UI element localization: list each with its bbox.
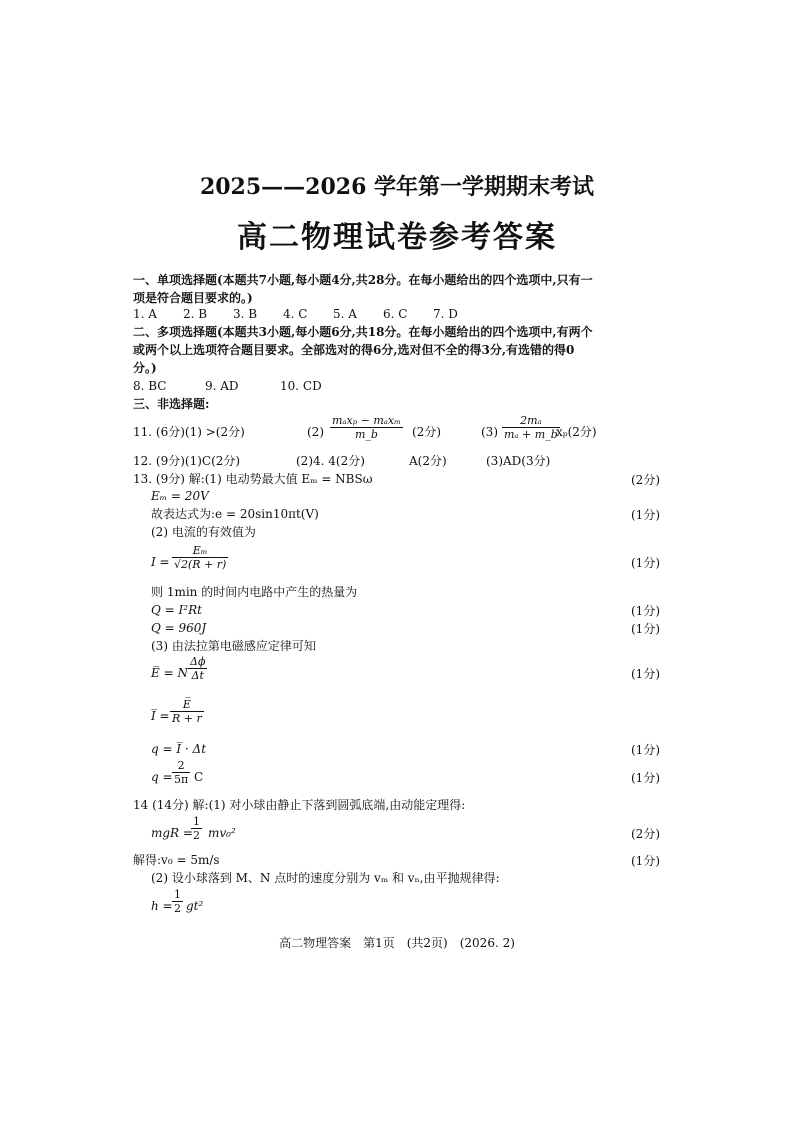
q12-part3: (3)AD(3分)	[486, 454, 551, 468]
answer-7: 7. D	[433, 307, 458, 321]
sec2-heading-line3: 分。)	[133, 361, 157, 375]
answer-4: 4. C	[283, 307, 308, 321]
q13-line5-numerator: Eₘ	[192, 544, 208, 557]
q11-part3-denominator: mₐ + m_b	[504, 428, 558, 441]
q13-line10-denominator: Δt	[188, 668, 207, 682]
answer-1: 1. A	[133, 307, 157, 321]
q13-line11-lhs: I̅ =	[151, 709, 170, 723]
answer-2: 2. B	[183, 307, 208, 321]
page-footer: 高二物理答案 第1页 (共2页) (2026. 2)	[279, 936, 515, 950]
q11-part2-numerator: mₐxₚ − mₐxₘ	[332, 414, 401, 427]
score-q13-8: (1分)	[631, 771, 660, 785]
document-title: 高二物理试卷参考答案	[237, 220, 557, 255]
q13-line10-lhs: E̅ = N	[151, 666, 188, 680]
q14-line2-numerator: 1	[193, 815, 200, 828]
q14-line3: 解得:v₀ = 5m/s	[133, 853, 220, 867]
exam-title: 2025——2026 学年第一学期期末考试	[199, 174, 595, 200]
sec3-heading: 三、非选择题:	[133, 397, 210, 411]
sec2-heading-line2: 或两个以上选项符合题目要求。全部选对的得6分,选对但不全的得3分,有选错的得0	[133, 343, 575, 357]
score-q14-2: (1分)	[631, 854, 660, 868]
q14-line5-tail: gt²	[186, 899, 204, 913]
q14-line2-tail: mv₀²	[208, 826, 236, 840]
q13-line13-lhs: q =	[151, 770, 173, 784]
q13-line6: 则 1min 的时间内电路中产生的热量为	[151, 585, 358, 599]
q13-line5-denominator: √2(R + r)	[174, 558, 227, 571]
q12-part2b: A(2分)	[409, 454, 447, 468]
q14-line5-denominator: 2	[174, 902, 181, 915]
q13-line4: (2) 电流的有效值为	[151, 525, 256, 539]
sec2-heading-line1: 二、多项选择题(本题共3小题,每小题6分,共18分。在每小题给出的四个选项中,有两个	[133, 325, 593, 339]
answer-3: 3. B	[233, 307, 258, 321]
q14-line5-numerator: 1	[174, 888, 181, 901]
score-q13-3: (1分)	[631, 556, 660, 570]
score-q14-1: (2分)	[631, 827, 660, 841]
q11-part2-denominator: m_b	[330, 427, 403, 441]
q14-line4: (2) 设小球落到 M、N 点时的速度分别为 vₘ 和 vₙ,由平抛规律得:	[151, 871, 500, 885]
q11-part2-label: (2)	[307, 425, 324, 439]
q13-line2: Eₘ = 20V	[151, 489, 209, 503]
answer-6: 6. C	[383, 307, 408, 321]
answer-5: 5. A	[333, 307, 357, 321]
answer-10: 10. CD	[280, 379, 322, 393]
q11-part2-score: (2分)	[412, 425, 441, 439]
q11-part1: 11. (6分)(1) >(2分)	[133, 425, 245, 439]
q14-line2-lhs: mgR =	[151, 826, 193, 840]
q13-line11-fraction	[170, 698, 204, 725]
q13-line13-denominator: 5π	[174, 773, 189, 786]
q13-line10-numerator: Δϕ	[190, 655, 206, 668]
q14-line1: 14 (14分) 解:(1) 对小球由静止下落到圆弧底端,由动能定理得:	[133, 798, 466, 812]
q14-line5-lhs: h =	[151, 899, 173, 913]
q13-line3: 故表达式为:e = 20sin10πt(V)	[151, 507, 319, 521]
q14-line5-fraction	[172, 888, 183, 915]
answer-8: 8. BC	[133, 379, 167, 393]
score-q13-4: (1分)	[631, 604, 660, 618]
q11-part3-fraction	[502, 414, 560, 441]
q13-line7: Q = I²Rt	[151, 603, 202, 617]
score-q13-7: (1分)	[631, 743, 660, 757]
q13-line13-numerator: 2	[177, 759, 185, 772]
q11-part2-fraction	[330, 414, 403, 441]
score-q13-1: (2分)	[631, 473, 660, 487]
score-q13-6: (1分)	[631, 667, 660, 681]
q14-line2-fraction	[191, 815, 202, 842]
q13-line13-unit: C	[194, 770, 204, 784]
score-q13-5: (1分)	[631, 622, 660, 636]
score-q13-2: (1分)	[631, 508, 660, 522]
q13-line11-numerator: E̅	[182, 698, 191, 711]
q14-line2-denominator: 2	[193, 829, 200, 842]
q13-line5-lhs: I =	[151, 555, 170, 569]
q13-line8: Q = 960J	[151, 621, 207, 635]
q11-part3-label: (3)	[481, 425, 498, 439]
q13-line1: 13. (9分) 解:(1) 电动势最大值 Eₘ = NBSω	[133, 472, 373, 486]
q13-line10-fraction	[188, 655, 207, 682]
sec1-heading-line1: 一、单项选择题(本题共7小题,每小题4分,共28分。在每小题给出的四个选项中,只有一	[133, 273, 593, 287]
answer-9: 9. AD	[205, 379, 239, 393]
q13-line11-denominator: R + r	[172, 712, 202, 725]
q12-part2: (2)4. 4(2分)	[296, 454, 365, 468]
q13-line5-fraction	[172, 544, 228, 571]
q11-part3-numerator: 2mₐ	[520, 414, 542, 427]
q13-line13-fraction	[172, 759, 190, 786]
q13-line12: q = I̅ · Δt	[151, 742, 207, 756]
q13-line9: (3) 由法拉第电磁感应定律可知	[151, 639, 316, 653]
sec1-heading-line2: 项是符合题目要求的。)	[133, 291, 253, 305]
q11-part3-tail: xₚ(2分)	[556, 425, 597, 439]
q12-part1: 12. (9分)(1)C(2分)	[133, 454, 241, 468]
